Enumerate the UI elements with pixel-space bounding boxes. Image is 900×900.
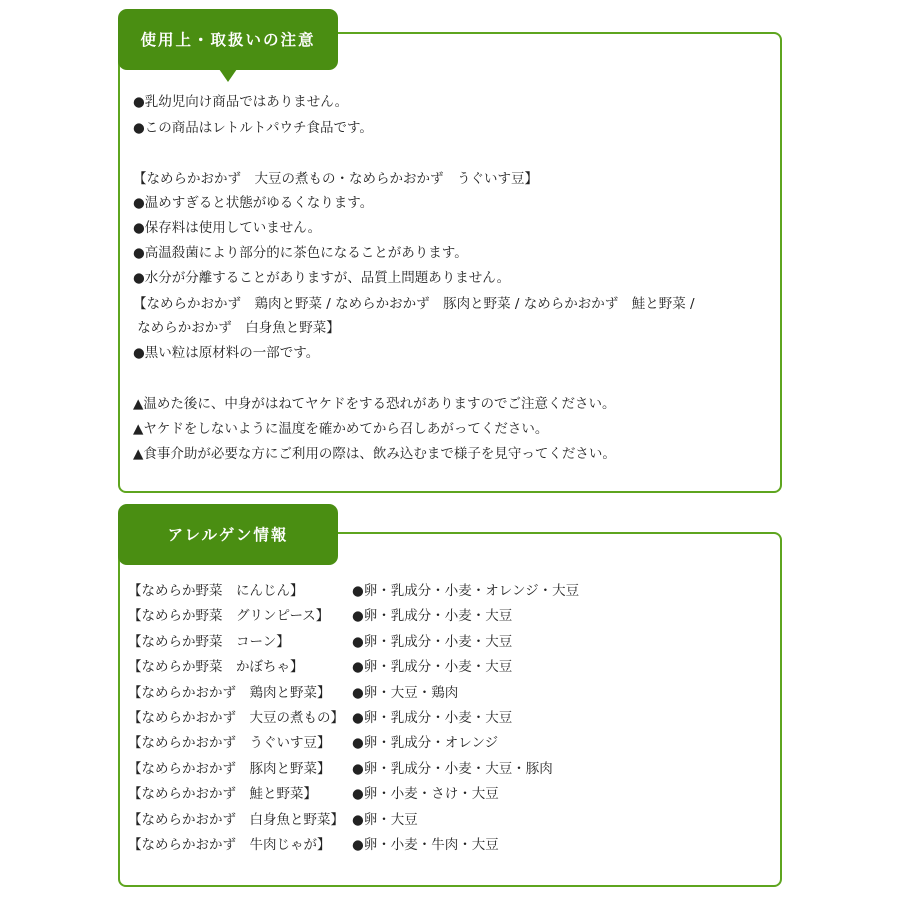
allergen-list: ●卵・小麦・さけ・大豆 xyxy=(352,786,499,803)
allergen-list: ●卵・乳成分・小麦・大豆 xyxy=(352,659,513,676)
notice-heading: 使用上・取扱いの注意 xyxy=(118,9,338,70)
allergen-list: ●卵・乳成分・小麦・大豆 xyxy=(352,633,513,650)
notice-line: ●高温殺菌により部分的に茶色になることがあります。 xyxy=(133,245,468,261)
notice-line: なめらかおかず 白身魚と野菜】 xyxy=(133,320,340,336)
allergen-product: 【なめらかおかず 牛肉じゃが】 xyxy=(128,837,331,853)
allergen-list: ●卵・小麦・牛肉・大豆 xyxy=(352,837,499,853)
allergen-product: 【なめらかおかず 豚肉と野菜】 xyxy=(128,760,331,777)
allergen-list: ●卵・乳成分・小麦・大豆・豚肉 xyxy=(352,760,553,777)
notice-line: ●保存料は使用していません。 xyxy=(133,220,322,236)
notice-line: 【なめらかおかず 鶏肉と野菜 / なめらかおかず 豚肉と野菜 / なめらかおかず 鮭と野菜 / xyxy=(133,296,695,312)
notice-line: ▲食事介助が必要な方にご利用の際は、飲み込むまで様子を見守ってください。 xyxy=(133,446,616,462)
allergen-product: 【なめらか野菜 コーン】 xyxy=(128,633,290,650)
allergen-product: 【なめらかおかず 鮭と野菜】 xyxy=(128,786,317,803)
notice-line: 【なめらかおかず 大豆の煮もの・なめらかおかず うぐいす豆】 xyxy=(133,171,538,187)
notice-line: ▲ヤケドをしないように温度を確かめてから召しあがってください。 xyxy=(133,421,549,437)
allergen-product: 【なめらかおかず うぐいす豆】 xyxy=(128,735,331,752)
allergen-product: 【なめらか野菜 グリンピース】 xyxy=(128,608,330,625)
notice-line: ▲温めた後に、中身がはねてヤケドをする恐れがありますのでご注意ください。 xyxy=(133,396,616,412)
allergen-list: ●卵・乳成分・小麦・大豆 xyxy=(352,710,513,726)
allergen-list: ●卵・乳成分・オレンジ xyxy=(352,735,499,752)
notice-line: ●温めすぎると状態がゆるくなります。 xyxy=(133,195,374,211)
allergen-product: 【なめらか野菜 にんじん】 xyxy=(128,583,304,599)
allergen-list: ●卵・大豆 xyxy=(352,811,418,828)
notice-line: ●水分が分離することがありますが、品質上問題ありません。 xyxy=(133,270,511,286)
allergen-product: 【なめらかおかず 大豆の煮もの】 xyxy=(128,710,344,726)
notice-line: ●乳幼児向け商品ではありません。 xyxy=(133,94,349,110)
notice-line: ●この商品はレトルトパウチ食品です。 xyxy=(133,120,373,136)
allergen-product: 【なめらかおかず 鶏肉と野菜】 xyxy=(128,684,331,701)
allergen-list: ●卵・乳成分・小麦・大豆 xyxy=(352,608,513,625)
allergen-list: ●卵・乳成分・小麦・オレンジ・大豆 xyxy=(352,583,580,599)
allergen-list: ●卵・大豆・鶏肉 xyxy=(352,684,459,701)
notice-line: ●黒い粒は原材料の一部です。 xyxy=(133,345,320,361)
allergen-heading: アレルゲン情報 xyxy=(118,504,338,565)
allergen-product: 【なめらか野菜 かぼちゃ】 xyxy=(128,659,304,676)
notice-heading-pointer xyxy=(219,69,237,82)
allergen-product: 【なめらかおかず 白身魚と野菜】 xyxy=(128,811,344,828)
